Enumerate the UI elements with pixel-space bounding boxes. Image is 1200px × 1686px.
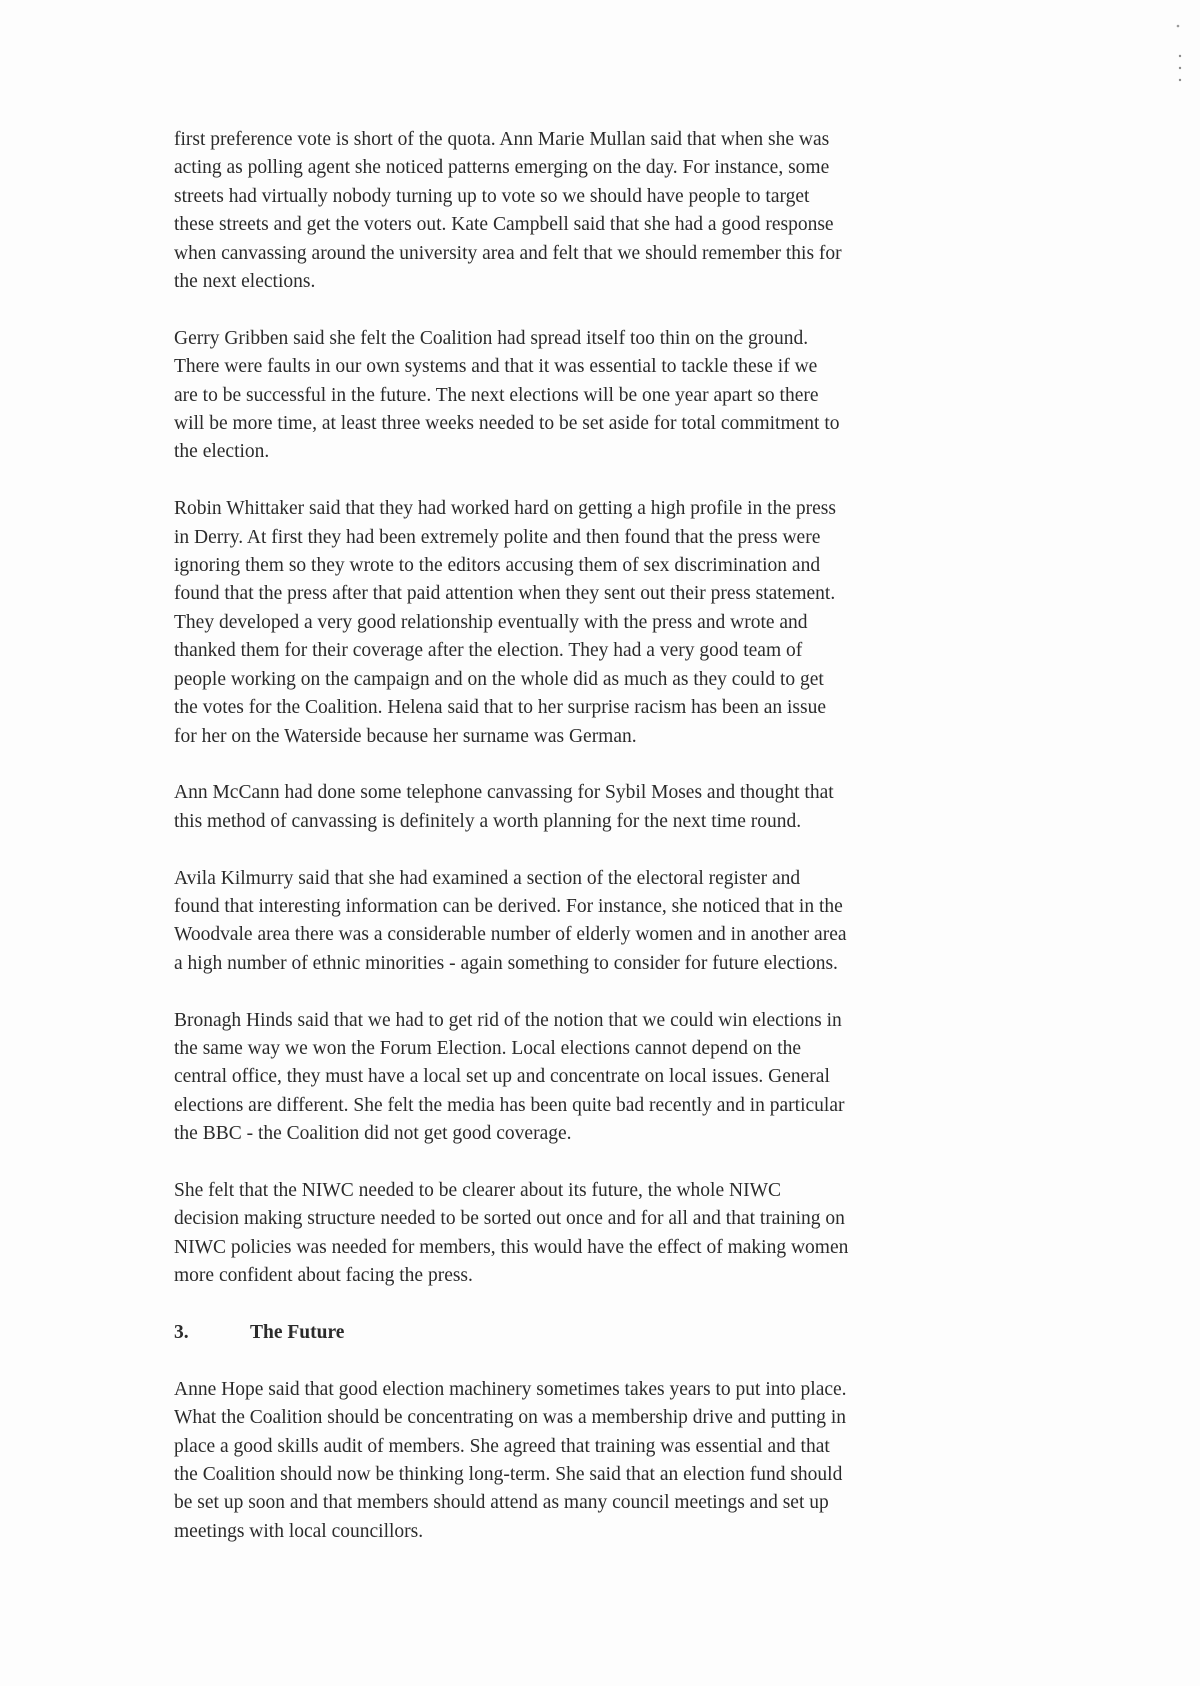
paragraph-7: She felt that the NIWC needed to be clearer about its future, the whole NIWC decision making structure needed to be sorted out once and for all and that training on NIWC policies was needed for members, this would have the effect of making women more confident about facing the press. [174,1179,849,1287]
section-heading [174,1319,1036,1347]
paragraph-3: Robin Whittaker said that they had worked hard on getting a high profile in the press in Derry. At first they had been extremely polite and then found that the press were ignoring them so they wrote to the editors accusing them of sex discrimination and found that the press after that paid attention when they sent out their press statement. They developed a very good relationship eventually with the press and wrote and thanked them for their coverage after the election. They had a very good team of people working on the campaign and on the whole did as much as they could to get the votes for the Coalition. Helena said that to her surprise racism has been an issue for her on the Waterside because her surname was German. [174,498,836,747]
paragraph-6: Bronagh Hinds said that we had to get rid of the notion that we could win elections in the same way we won the Forum Election. Local elections cannot depend on the central office, they must have a local set up and concentrate on local issues. General elections are different. She felt the media has been quite bad recently and in particular the BBC - the Coalition did not get good coverage. [174,1009,845,1145]
paragraph-1: first preference vote is short of the quota. Ann Marie Mullan said that when she was acting as polling agent she noticed patterns emerging on the day. For instance, some streets had virtually nobody turning up to vote so we should have people to target these streets and get the voters out. Kate Campbell said that she had a good response when canvassing around the university area and felt that we should remember this for the next elections. [174,129,842,293]
section-title: The Future [250,1321,345,1343]
document-body [174,126,1036,1575]
paragraph-2: Gerry Gribben said she felt the Coalition had spread itself too thin on the ground. There were faults in our own systems and that it was essential to tackle these if we are to be successful in the future. The next elections will be one year apart so there will be more time, at least three weeks needed to be set aside for total commitment to the election. [174,327,840,463]
scan-marks [1172,18,1188,98]
closing-paragraph: Anne Hope said that good election machinery sometimes takes years to put into place. What the Coalition should be concentrating on was a membership drive and putting in place a good skills audit of members. She agreed that training was essential and that the Coalition should now be thinking long-term. She said that an election fund should be set up soon and that members should attend as many council meetings and set up meetings with local councillors. [174,1378,847,1542]
section-number: 3. [174,1321,189,1343]
paragraph-5: Avila Kilmurry said that she had examined a section of the electoral register and found that interesting information can be derived. For instance, she noticed that in the Woodvale area there was a considerable number of elderly women and in another area a high number of ethnic minorities - again something to consider for future elections. [174,867,847,974]
paragraph-4: Ann McCann had done some telephone canvassing for Sybil Moses and thought that this method of canvassing is definitely a worth planning for the next time round. [174,782,834,832]
